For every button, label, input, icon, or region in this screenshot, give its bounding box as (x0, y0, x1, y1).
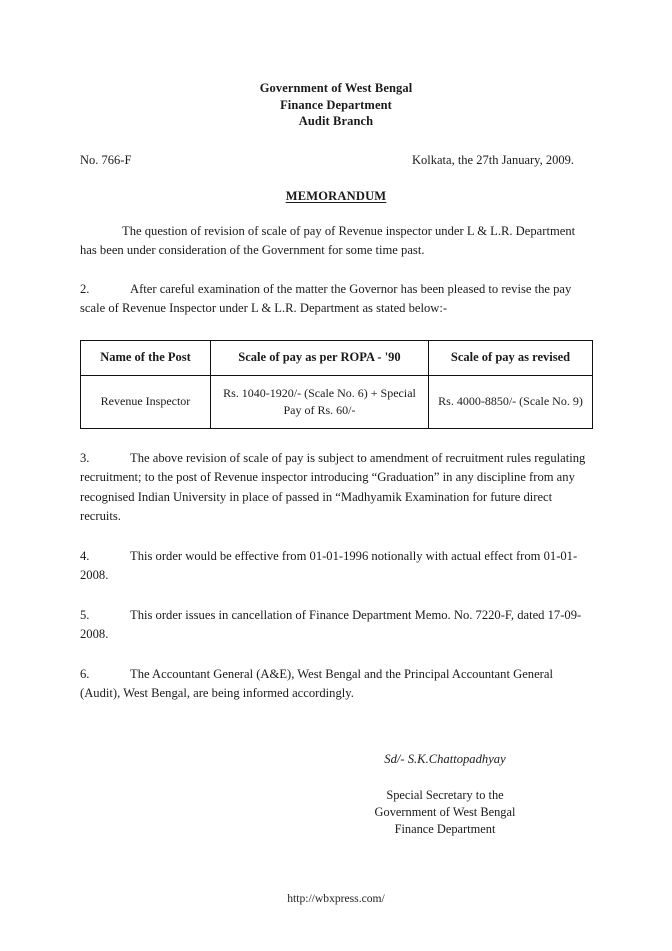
paragraph-1 (80, 222, 592, 261)
paragraph-2-number: 2. (80, 281, 90, 296)
memorandum-title (80, 189, 592, 204)
memo-number: No. 766-F (80, 152, 132, 167)
letterhead-line-government: Government of West Bengal (259, 81, 413, 95)
paragraph-6 (80, 665, 592, 704)
table-header-post: Name of the Post (81, 340, 211, 375)
paragraph-2-text: After careful examination of the matter the Governor has been pleased to revise the pay scale of Revenue Inspector under L & L.R. Department as stated below:- (80, 281, 572, 315)
paragraph-6-text: The Accountant General (A&E), West Bengal and the Principal Accountant General (Audit), West Bengal, are being informed accordingly. (80, 666, 553, 700)
paragraph-4-number: 4. (80, 548, 90, 563)
memo-reference-line (80, 152, 592, 168)
footer-source-url: http://wbxpress.com/ (287, 892, 385, 905)
signatory-name: Sd/- S.K.Chattopadhyay (384, 751, 506, 766)
paragraph-5 (80, 606, 592, 645)
letterhead-line-branch: Audit Branch (298, 114, 374, 128)
paragraph-3-number: 3. (80, 450, 90, 465)
paragraph-3 (80, 449, 592, 527)
designation-line-3: Finance Department (394, 821, 496, 836)
paragraph-1-text: The question of revision of scale of pay of Revenue inspector under L & L.R. Department has been under consideration of the Government for some time past. (80, 223, 576, 257)
paragraph-2 (80, 280, 592, 319)
letterhead-line-department: Finance Department (280, 97, 392, 112)
paragraph-6-number: 6. (80, 666, 90, 681)
paragraph-4-text: This order would be effective from 01-01-1996 notionally with actual effect from 01-01-2008. (80, 548, 578, 582)
document-body (80, 80, 592, 838)
paragraph-3-text: The above revision of scale of pay is subject to amendment of recruitment rules regulating recruitment; to the post of Revenue inspector introducing “Graduation” in any discipline from any recognised Indian University in place of passed in “Madhyamik Examination for future direct recruits. (80, 450, 586, 523)
table-header-revised: Scale of pay as revised (429, 340, 593, 375)
memo-place-date: Kolkata, the 27th January, 2009. (412, 152, 574, 167)
signature-block (80, 750, 592, 838)
memorandum-title-text: MEMORANDUM (285, 188, 387, 203)
paragraph-5-number: 5. (80, 607, 90, 622)
paragraph-4 (80, 547, 592, 586)
paragraph-5-text: This order issues in cancellation of Finance Department Memo. No. 7220-F, dated 17-09-2008. (80, 607, 582, 641)
table-header-row (81, 340, 593, 375)
cell-post-name: Revenue Inspector (81, 375, 211, 428)
designation-line-2: Government of West Bengal (374, 804, 516, 819)
cell-ropa90-scale: Rs. 1040-1920/- (Scale No. 6) + Special Pay of Rs. 60/- (211, 375, 429, 428)
signatory-designation (375, 787, 516, 838)
pay-scale-table (80, 340, 593, 429)
table-header-ropa90: Scale of pay as per ROPA - '90 (211, 340, 429, 375)
table-row (81, 375, 593, 428)
designation-line-1: Special Secretary to the (386, 787, 504, 802)
letterhead (80, 80, 592, 130)
signature-inner (375, 750, 516, 838)
cell-revised-scale: Rs. 4000-8850/- (Scale No. 9) (429, 375, 593, 428)
